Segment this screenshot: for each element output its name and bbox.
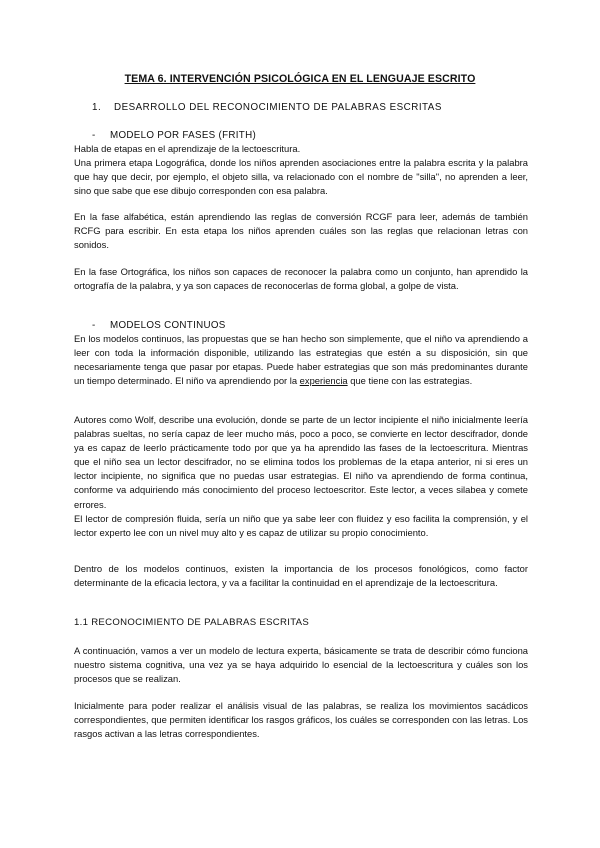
bullet-dash: -: [92, 130, 96, 141]
fases-block: [74, 142, 528, 198]
continuos-paragraph-fonologicos: Dentro de los modelos continuos, existen la importancia de los procesos fonológicos, como factor determinante de la eficacia lectora, y va a facilitar la continuidad en el aprendizaje de la lectoescritura.: [74, 563, 528, 589]
bullet-heading-fases: MODELO POR FASES (FRITH): [110, 130, 257, 141]
bullet-modelo-fases: [92, 130, 256, 141]
continuos-p1-text-end: que tiene con las estrategias.: [347, 375, 473, 387]
section-1-heading: [92, 102, 442, 113]
continuos-block-2: [74, 413, 528, 540]
fases-paragraph-alfabetica: En la fase alfabética, están aprendiendo las reglas de conversión RCGF para leer, además de también RCFG para escribir. En esta etapa los niños aprenden cuáles son las reglas que relacionan letras con sonidos.: [74, 211, 528, 251]
section-1-1-paragraph-2: Inicialmente para poder realizar el análisis visual de las palabras, se realiza los movimientos sacádicos correspondientes, que permiten identificar los rasgos gráficos, los cuáles se corresponden con las letras. Los rasgos activan a las letras correspondientes.: [74, 700, 528, 740]
section-1-title: DESARROLLO DEL RECONOCIMIENTO DE PALABRAS ESCRITAS: [114, 102, 442, 113]
section-1-1-heading: 1.1 RECONOCIMIENTO DE PALABRAS ESCRITAS: [74, 617, 310, 628]
section-1-number: 1.: [92, 102, 102, 113]
document-title: TEMA 6. INTERVENCIÓN PSICOLÓGICA EN EL LENGUAJE ESCRITO: [124, 73, 476, 85]
continuos-paragraph-wolf: Autores como Wolf, describe una evolución, donde se parte de un lector incipiente el niño inicialmente leería palabras sueltas, no sería capaz de leer mucho más, poco a poco, se convierte en lector descifrador, donde ya es capaz de leerlo prácticamente todo por que ya ha aprendido las fases de la lectoescritura. Mientras que el niño sea un lector descifrador, no se elimina todos los problemas de la etapa anterior, ni si eres un lector incipiente, no significa que no puedas usar estrategias. El niño va aprendiendo de forma continua, conforme va adquiriendo más conocimiento del proceso lectoescritor. Este lector, a veces silabea y comete errores.: [74, 414, 528, 510]
continuos-paragraph-1: [74, 332, 528, 388]
continuos-paragraph-compresion: El lector de compresión fluida, sería un niño que ya sabe leer con fluidez y eso facilita la comprensión, y el lector experto lee con un nivel muy alto y es capaz de utilizar su propio conocimiento.: [74, 512, 528, 538]
bullet-heading-continuos: MODELOS CONTINUOS: [110, 320, 226, 331]
experiencia-link[interactable]: experiencia: [299, 375, 348, 387]
fases-paragraph-ortografica: En la fase Ortográfica, los niños son capaces de reconocer la palabra como un conjunto, han aprendido la ortografía de la palabra, y ya son capaces de reconocerlas de forma global, a golpe de vista.: [74, 266, 528, 292]
fases-paragraph-logografica: Una primera etapa Logográfica, donde los niños aprenden asociaciones entre la palabra escrita y la palabra que hay que decir, por ejemplo, el objeto silla, va relacionado con el nombre de "silla", no aprenden a leer, sino que sabe que ese dibujo corresponden con esa palabra.: [74, 157, 528, 197]
fases-intro-line: Habla de etapas en el aprendizaje de la lectoescritura.: [74, 143, 301, 154]
continuos-p1-text: En los modelos continuos, las propuestas que se han hecho son simplemente, que el niño va aprendiendo a leer con toda la información disponible, utilizando las estrategias que estén a su disposición, sin que necesariamente tenga que pasar por etapas. Puede haber estrategias que son más predominantes durante un tiempo determinado. El niño va aprendiendo por la: [74, 333, 528, 387]
bullet-modelos-continuos: [92, 320, 226, 331]
section-1-1-paragraph-1: A continuación, vamos a ver un modelo de lectura experta, básicamente se trata de describir cómo funciona nuestro sistema cognitiva, una vez ya se haya adquirido lo esencial de la lectoescritura y cuáles son los procesos que se realizan.: [74, 645, 528, 685]
bullet-dash: -: [92, 320, 96, 331]
